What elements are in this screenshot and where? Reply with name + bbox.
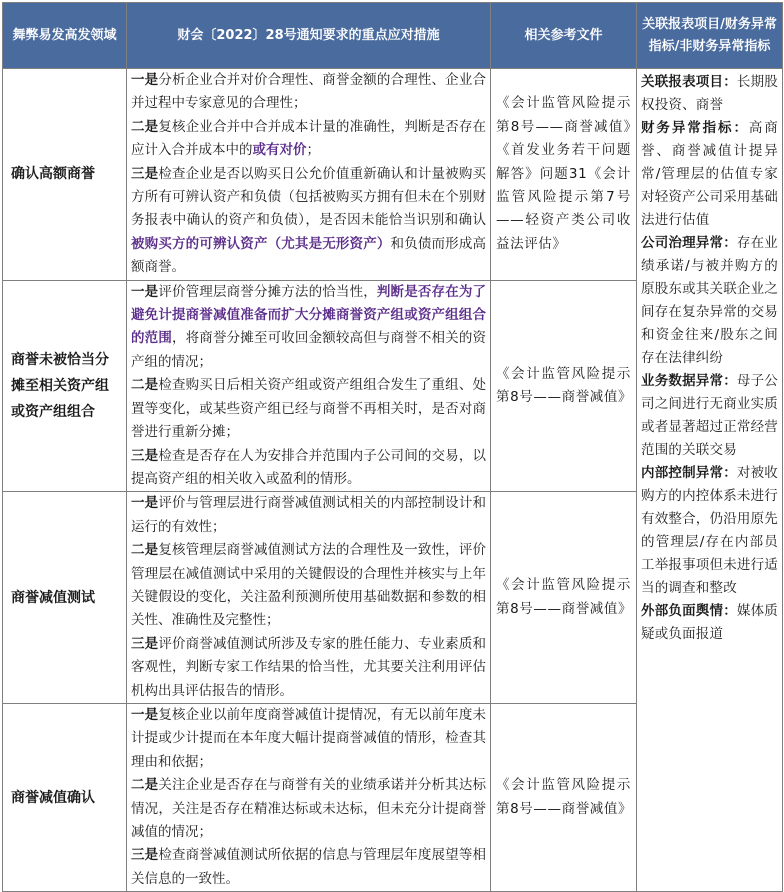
- header-references: 相关参考文件: [491, 3, 637, 69]
- header-row: [3, 3, 783, 69]
- header-area: 舞弊易发高发领域: [3, 3, 127, 69]
- measures-cell: 一是评价与管理层进行商誉减值测试相关的内部控制设计和运行的有效性； 二是复核管理层商誉减值测试方法的合理性及一致性，评价管理层在减值测试中采用的关键假设的合理性并核实与上年关键假设的变化，关注盈利预测所使用基础数据和参数的相关性、准确性及完整性； 三是评价商誉减值测试所涉及专家的胜任能力、专业素质和客观性，判断专家工作结果的恰当性，尤其要关注利用评估机构出具评估报告的情形。: [127, 492, 491, 704]
- highlight-text: 或有对价: [252, 142, 307, 159]
- measures-cell: 一是复核企业以前年度商誉减值计提情况，有无以前年度未计提或少计提而在本年度大幅计提商誉减值的情形，检查其理由和依据； 二是关注企业是否存在与商誉有关的业绩承诺并分析其达标情况，关注是否存在精准达标或未达标，但未充分计提商誉减值的情况； 三是检查商誉减值测试所依据的信息与管理层年度展望等相关信息的一致性。: [127, 703, 491, 891]
- header-measures: 财会〔2022〕28号通知要求的重点应对措施: [127, 3, 491, 69]
- references-cell: 《会计监管风险提示第8号——商誉减值》: [491, 703, 637, 891]
- header-indicators: 关联报表项目/财务异常指标/非财务异常指标: [637, 3, 783, 69]
- area-cell: 商誉未被恰当分摊至相关资产组或资产组组合: [3, 280, 127, 492]
- indicators-cell: 关联报表项目：长期股权投资、商誉 财务异常指标：高商誉、商誉减值计提异常/管理层的估值专家对轻资产公司采用基础法进行估值 公司治理异常：存在业绩承诺/与被并购方的原股东或其关联企业之间存在复杂异常的交易和资金往来/股东之间存在法律纠纷 业务数据异常：母子公司之间进行无商业实质或者显著超过正常经营范围的关联交易 内部控制异常：对被收购方的内控体系未进行有效整合，仍沿用原先的管理层/存在内部员工举报事项但未进行适当的调查和整改 外部负面舆情：媒体质疑或负面报道: [637, 69, 783, 892]
- references-cell: 《会计监管风险提示第8号——商誉减值》: [491, 492, 637, 704]
- area-cell: 商誉减值测试: [3, 492, 127, 704]
- references-cell: 《会计监管风险提示第8号——商誉减值》: [491, 280, 637, 492]
- fraud-risk-table: [2, 2, 783, 892]
- highlight-text: 被购买方的可辨认资产（尤其是无形资产）: [131, 235, 391, 252]
- references-cell: 《会计监管风险提示第8号——商誉减值》《首发业务若干问题解答》问题31《会计监管风险提示第7号——轻资产类公司收益法评估》: [491, 69, 637, 281]
- measures-cell: 一是评价管理层商誉分摊方法的恰当性，判断是否存在为了避免计提商誉减值准备而扩大分摊商誉资产组或资产组组合的范围，将商誉分摊至可收回金额较高但与商誉不相关的资产组的情况； 二是检查购买日后相关资产组或资产组组合发生了重组、处置等变化，或某些资产组已经与商誉不再相关时，是否对商誉进行重新分摊； 三是检查是否存在人为安排合并范围内子公司间的交易，以提高资产组的相关收入或盈利的情形。: [127, 280, 491, 492]
- highlight-text: 判断是否存在为了避免计提商誉减值准备而扩大分摊商誉资产组或资产组组合的范围: [131, 283, 487, 347]
- area-cell: 确认高额商誉: [3, 69, 127, 281]
- area-cell: 商誉减值确认: [3, 703, 127, 891]
- measures-cell: 一是分析企业合并对价合理性、商誉金额的合理性、企业合并过程中专家意见的合理性； 二是复核企业合并中合并成本计量的准确性，判断是否存在应计入合并成本中的或有对价； 三是检查企业是否以购买日公允价值重新确认和计量被购买方所有可辨认资产和负债（包括被购买方拥有但未在个别财务报表中确认的资产和负债），是否因未能恰当识别和确认被购买方的可辨认资产（尤其是无形资产）和负债而形成高额商誉。: [127, 69, 491, 281]
- table-row: [3, 69, 783, 281]
